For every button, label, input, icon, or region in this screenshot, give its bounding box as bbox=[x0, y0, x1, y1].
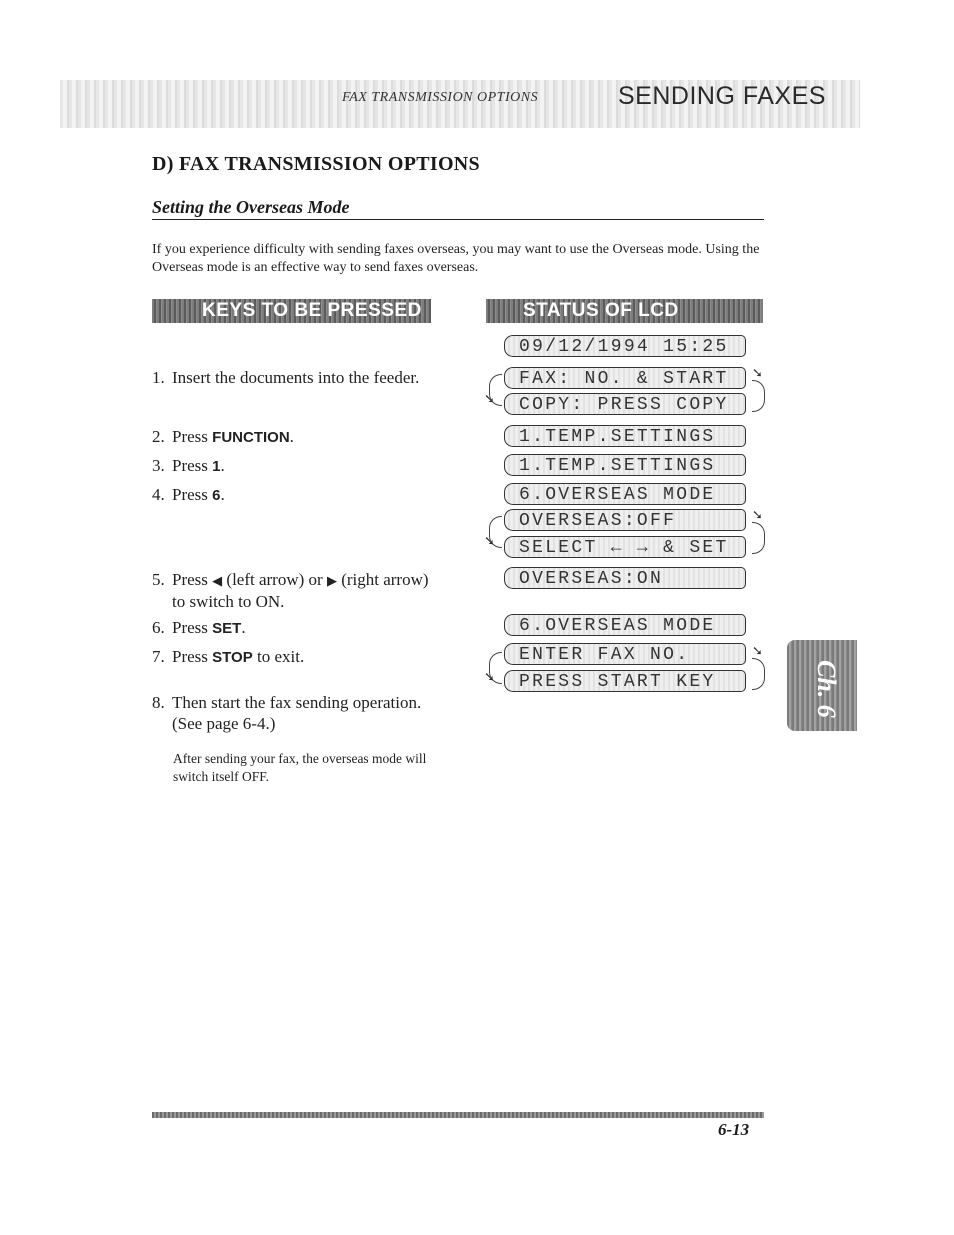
step-7: 7. Press STOP to exit. bbox=[152, 647, 305, 666]
lcd-display: ENTER FAX NO. bbox=[504, 643, 746, 665]
footer-rule bbox=[152, 1112, 764, 1118]
right-arrow-icon: ▶ bbox=[326, 573, 337, 588]
lcd-display: PRESS START KEY bbox=[504, 670, 746, 692]
loop-bracket-right bbox=[752, 380, 765, 412]
section-title: D) FAX TRANSMISSION OPTIONS bbox=[152, 153, 480, 175]
page-number: 6-13 bbox=[718, 1120, 750, 1139]
loop-arrow-icon: ➘ bbox=[752, 508, 763, 523]
step-8: 8. Then start the fax sending operation. (See page 6-4.) bbox=[152, 693, 422, 733]
key-set: SET bbox=[212, 620, 242, 637]
key-6: 6 bbox=[212, 487, 221, 504]
keys-column-banner bbox=[152, 299, 431, 323]
loop-bracket-right bbox=[752, 522, 765, 554]
chapter-tab-label: Ch. 6 bbox=[812, 660, 841, 718]
chapter-tab bbox=[787, 640, 857, 731]
lcd-display: 6.OVERSEAS MODE bbox=[504, 483, 746, 505]
lcd-display: 6.OVERSEAS MODE bbox=[504, 614, 746, 636]
lcd-display: OVERSEAS:ON bbox=[504, 567, 746, 589]
key-stop: STOP bbox=[212, 649, 253, 666]
lcd-column-banner bbox=[486, 299, 763, 323]
intro-paragraph: If you experience difficulty with sending faxes overseas, you may want to use the Overseas mode. Using the Overseas mode is an effective way to send faxes overseas. bbox=[152, 242, 760, 275]
loop-arrow-icon: ➘ bbox=[484, 392, 495, 407]
lcd-display: FAX: NO. & START bbox=[504, 367, 746, 389]
lcd-display: 1.TEMP.SETTINGS bbox=[504, 425, 746, 447]
key-1: 1 bbox=[212, 458, 221, 475]
step-5: 5. Press ◀ (left arrow) or ▶ (right arrow) to switch to ON. bbox=[152, 570, 429, 611]
subsection-rule bbox=[152, 219, 764, 220]
subsection-title: Setting the Overseas Mode bbox=[152, 197, 350, 217]
lcd-display: OVERSEAS:OFF bbox=[504, 509, 746, 531]
lcd-display: 09/12/1994 15:25 bbox=[504, 335, 746, 357]
step-6: 6. Press SET. bbox=[152, 618, 246, 637]
loop-arrow-icon: ➘ bbox=[484, 534, 495, 549]
left-arrow-icon: ◀ bbox=[212, 573, 223, 588]
lcd-display: COPY: PRESS COPY bbox=[504, 393, 746, 415]
header-subtitle: FAX TRANSMISSION OPTIONS bbox=[342, 90, 539, 105]
step-4: 4. Press 6. bbox=[152, 485, 225, 504]
loop-arrow-icon: ➘ bbox=[752, 366, 763, 381]
lcd-display: 1.TEMP.SETTINGS bbox=[504, 454, 746, 476]
note-text: After sending your fax, the overseas mode will switch itself OFF. bbox=[173, 751, 427, 784]
lcd-display: SELECT ← → & SET bbox=[504, 536, 746, 558]
step-1: 1. Insert the documents into the feeder. bbox=[152, 368, 420, 387]
keys-column-label: KEYS TO BE PRESSED bbox=[202, 300, 422, 321]
loop-bracket-right bbox=[752, 658, 765, 690]
key-function: FUNCTION bbox=[212, 429, 290, 446]
lcd-column-label: STATUS OF LCD bbox=[523, 300, 679, 321]
header-title: SENDING FAXES bbox=[618, 82, 826, 110]
step-2: 2. Press FUNCTION. bbox=[152, 427, 294, 446]
loop-arrow-icon: ➘ bbox=[484, 670, 495, 685]
step-3: 3. Press 1. bbox=[152, 456, 225, 475]
loop-arrow-icon: ➘ bbox=[752, 644, 763, 659]
